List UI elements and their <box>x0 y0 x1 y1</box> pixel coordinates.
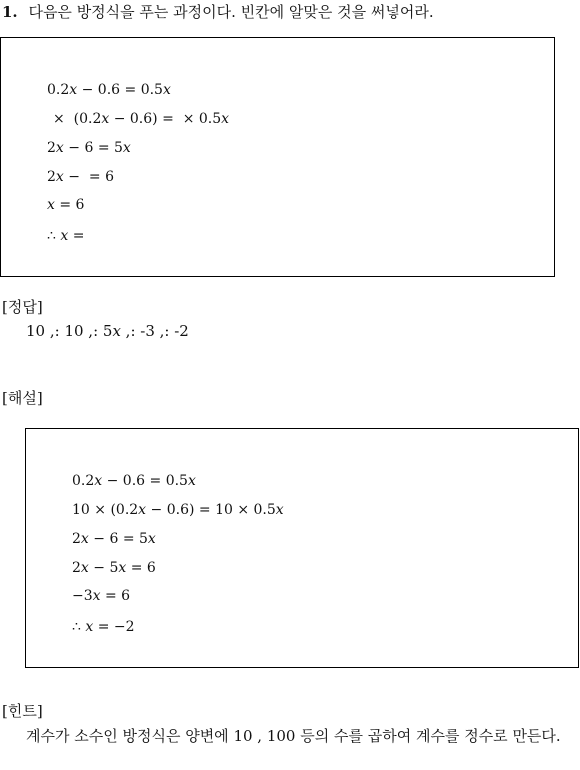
explanation-label: [해설] <box>2 389 43 407</box>
solution-step-1: 0.2x − 0.6 = 0.5x <box>72 473 196 489</box>
problem-step-5: x = 6 <box>47 197 85 213</box>
question-header <box>2 1 434 22</box>
solution-step-4: 2x − 5x = 6 <box>72 560 156 576</box>
solution-step-3: 2x − 6 = 5x <box>72 531 156 547</box>
problem-step-1: 0.2x − 0.6 = 0.5x <box>47 82 171 98</box>
problem-step-3: 2x − 6 = 5x <box>47 140 131 156</box>
problem-step-2: × (0.2x − 0.6) = × 0.5x <box>53 111 230 127</box>
hint-label: [힌트] <box>2 702 43 720</box>
hint-text: 계수가 소수인 방정식은 양변에 10 , 100 등의 수를 곱하여 계수를 정수로 만든다. <box>26 727 561 745</box>
question-number: 1. <box>2 3 18 21</box>
problem-step-4: 2x − = 6 <box>47 169 114 185</box>
solution-step-6: ∴ x = −2 <box>72 619 135 635</box>
solution-step-5: −3x = 6 <box>72 588 131 604</box>
solution-box <box>25 428 579 668</box>
problem-box <box>0 37 555 277</box>
problem-step-6: ∴ x = <box>47 228 85 244</box>
solution-step-2: 10 × (0.2x − 0.6) = 10 × 0.5x <box>72 502 284 518</box>
question-text: 다음은 방정식을 푸는 과정이다. 빈칸에 알맞은 것을 써넣어라. <box>28 3 434 21</box>
answer-label: [정답] <box>2 298 43 316</box>
answer-text: 10 ,: 10 ,: 5x ,: -3 ,: -2 <box>26 322 189 340</box>
